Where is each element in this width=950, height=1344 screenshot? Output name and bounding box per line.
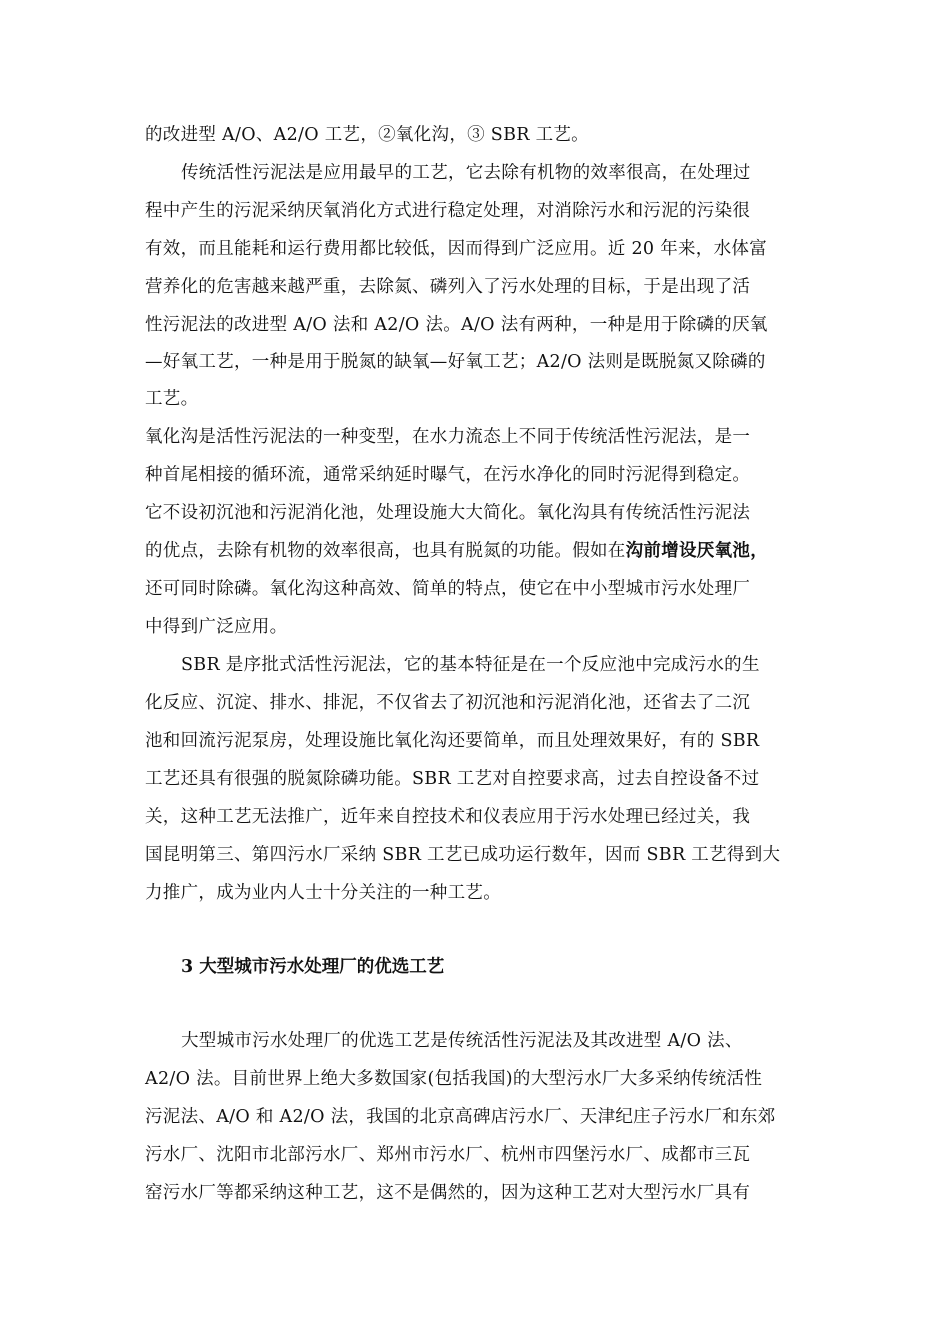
- text-line: 氧化沟是活性污泥法的一种变型，在水力流态上不同于传统活性污泥法，是一: [145, 427, 751, 447]
- text-line: A2/O 法。目前世界上绝大多数国家(包括我国)的大型污水厂大多采纳传统活性: [145, 1069, 763, 1089]
- text-line: SBR 是序批式活性污泥法，它的基本特征是在一个反应池中完成污水的生: [181, 655, 760, 675]
- text-line: [145, 539, 768, 563]
- text-line: 化反应、沉淀、排水、排泥，不仅省去了初沉池和污泥消化池，还省去了二沉: [145, 693, 751, 713]
- text-line: 国昆明第三、第四污水厂采纳 SBR 工艺已成功运行数年，因而 SBR 工艺得到大: [145, 845, 781, 865]
- text-line: 污水厂、沈阳市北部污水厂、郑州市污水厂、杭州市四堡污水厂、成都市三瓦: [145, 1145, 751, 1165]
- text-line: 中得到广泛应用。: [145, 617, 288, 637]
- text-line: 大型城市污水处理厂的优选工艺是传统活性污泥法及其改进型 A/O 法、: [181, 1031, 743, 1051]
- text-line: 的改进型 A/O、A2/O 工艺，②氧化沟，③ SBR 工艺。: [145, 125, 589, 145]
- section-heading: 3 大型城市污水处理厂的优选工艺: [181, 957, 445, 977]
- text-line: 性污泥法的改进型 A/O 法和 A2/O 法。A/O 法有两种，一种是用于除磷的厌氧: [145, 315, 768, 335]
- text-line: 工艺。: [145, 389, 199, 409]
- text-line: 营养化的危害越来越严重，去除氮、磷列入了污水处理的目标，于是出现了活: [145, 277, 751, 297]
- text-line: 有效，而且能耗和运行费用都比较低，因而得到广泛应用。近 20 年来，水体富: [145, 239, 767, 259]
- bold-text-segment: 沟前增设厌氧池，: [625, 541, 769, 561]
- text-segment: 的优点，去除有机物的效率很高，也具有脱氮的功能。假如在: [145, 541, 626, 561]
- text-line: 传统活性污泥法是应用最早的工艺，它去除有机物的效率很高，在处理过: [181, 163, 751, 183]
- text-line: 工艺还具有很强的脱氮除磷功能。SBR 工艺对自控要求高，过去自控设备不过: [145, 769, 760, 789]
- text-line: 池和回流污泥泵房，处理设施比氧化沟还要简单，而且处理效果好，有的 SBR: [145, 731, 760, 751]
- text-line: 关，这种工艺无法推广，近年来自控技术和仪表应用于污水处理已经过关，我: [145, 807, 751, 827]
- text-line: 还可同时除磷。氧化沟这种高效、简单的特点，使它在中小型城市污水处理厂: [145, 579, 751, 599]
- text-line: 力推广，成为业内人士十分关注的一种工艺。: [145, 883, 501, 903]
- text-line: 程中产生的污泥采纳厌氧消化方式进行稳定处理，对消除污水和污泥的污染很: [145, 201, 751, 221]
- text-line: —好氧工艺，一种是用于脱氮的缺氧—好氧工艺；A2/O 法则是既脱氮又除磷的: [145, 352, 766, 372]
- text-line: 污泥法、A/O 和 A2/O 法，我国的北京高碑店污水厂、天津纪庄子污水厂和东郊: [145, 1107, 776, 1127]
- text-line: 窑污水厂等都采纳这种工艺，这不是偶然的，因为这种工艺对大型污水厂具有: [145, 1183, 751, 1203]
- text-line: 它不设初沉池和污泥消化池，处理设施大大简化。氧化沟具有传统活性污泥法: [145, 503, 751, 523]
- text-line: 种首尾相接的循环流，通常采纳延时曝气，在污水净化的同时污泥得到稳定。: [145, 465, 751, 485]
